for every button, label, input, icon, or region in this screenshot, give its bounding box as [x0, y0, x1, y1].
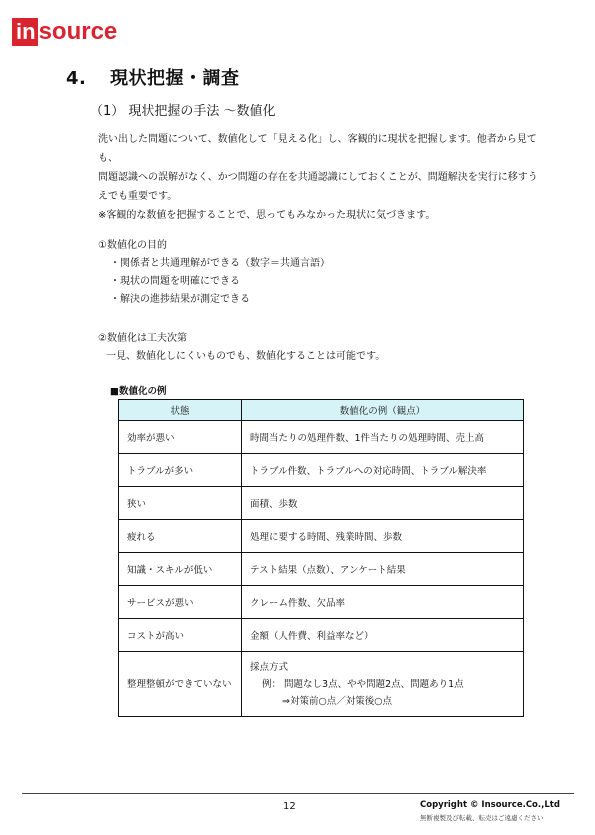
example-cell: 面積、歩数 — [242, 487, 524, 520]
example-cell: 時間当たりの処理件数、1件当たりの処理時間、売上高 — [242, 421, 524, 454]
section-number: 4. — [66, 68, 87, 89]
reproduction-notice: 無断複製及び転載、転売はご遠慮ください — [420, 814, 544, 822]
section-title: 現状把握・調査 — [110, 68, 240, 89]
note-text: ※客観的な数値を把握することで、思ってもみなかった現状に気づきます。 — [98, 210, 436, 221]
intro-paragraph — [98, 130, 538, 206]
state-cell: トラブルが多い — [119, 454, 242, 487]
company-logo — [12, 18, 117, 46]
state-cell: 整理整頓ができていない — [119, 652, 242, 717]
example-cell: トラブル件数、トラブルへの対応時間、トラブル解決率 — [242, 454, 524, 487]
state-cell: 知識・スキルが低い — [119, 553, 242, 586]
table-row — [119, 553, 524, 586]
header-example: 数値化の例（観点） — [242, 400, 524, 421]
logo-source: source — [38, 18, 118, 45]
table-row — [119, 619, 524, 652]
footer-divider — [22, 793, 574, 794]
purpose-section — [98, 237, 330, 309]
purpose-item: ・現状の問題を明確にできる — [110, 276, 240, 287]
example-cell — [242, 652, 524, 717]
subsection-heading: （1） 現状把握の手法 ～数値化 — [90, 104, 276, 119]
ingenuity-section — [98, 330, 385, 366]
example-cell: テスト結果（点数）、アンケート結果 — [242, 553, 524, 586]
copyright-text: Copyright © Insource.Co.,Ltd — [420, 800, 560, 810]
example-cell: 処理に要する時間、残業時間、歩数 — [242, 520, 524, 553]
logo-in: in — [12, 18, 38, 46]
table-header-row — [119, 400, 524, 421]
table-row — [119, 520, 524, 553]
state-cell: 狭い — [119, 487, 242, 520]
table-row — [119, 454, 524, 487]
purpose-item: ・関係者と共通理解ができる（数字＝共通言語） — [110, 258, 330, 269]
purpose-title: ①数値化の目的 — [98, 240, 167, 251]
header-state: 状態 — [119, 400, 242, 421]
example-cell: クレーム件数、欠品率 — [242, 586, 524, 619]
purpose-item: ・解決の進捗結果が測定できる — [110, 294, 250, 305]
example-cell: 金額（人件費、利益率など） — [242, 619, 524, 652]
state-cell: 疲れる — [119, 520, 242, 553]
table-row — [119, 586, 524, 619]
page-number: 12 — [283, 801, 296, 812]
table-row — [119, 421, 524, 454]
quantification-table — [118, 399, 524, 717]
table-row — [119, 652, 524, 717]
intro-line: 問題認識への誤解がなく、かつ問題の存在を共通認識にしておくことが、問題解決を実行に移すう — [98, 172, 538, 183]
table-caption: ■数値化の例 — [110, 386, 167, 397]
example-line: ⇒対策前○点／対策後○点 — [282, 695, 393, 707]
intro-line: 洗い出した問題について、数値化して「見える化」し、客観的に現状を把握します。他者から見ても、 — [98, 134, 537, 164]
example-line: 採点方式 — [250, 661, 289, 673]
state-cell: コストが高い — [119, 619, 242, 652]
ingenuity-text: 一見、数値化しにくいものでも、数値化することは可能です。 — [106, 351, 386, 362]
example-line: 例： 問題なし3点、やや問題2点、問題あり1点 — [262, 678, 464, 690]
state-cell: 効率が悪い — [119, 421, 242, 454]
section-heading — [66, 64, 240, 90]
table-row — [119, 487, 524, 520]
state-cell: サービスが悪い — [119, 586, 242, 619]
intro-line: えでも重要です。 — [98, 191, 178, 202]
ingenuity-title: ②数値化は工夫次第 — [98, 333, 187, 344]
